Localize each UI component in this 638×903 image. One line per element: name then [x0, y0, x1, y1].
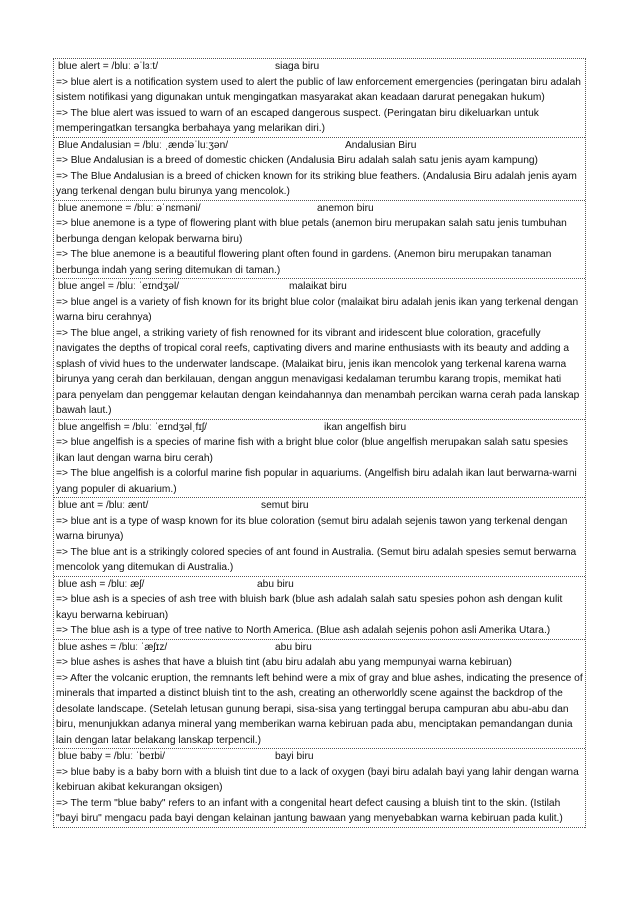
entry-example: => The blue anemone is a beautiful flowering plant often found in gardens. (Anemon biru merupakan tanaman berbunga indah yang sering ditemukan di taman.) — [56, 249, 552, 276]
entry-header — [56, 138, 583, 154]
entry-translation: semut biru — [261, 500, 309, 511]
entry-example: => After the volcanic eruption, the remnants left behind were a mix of gray and blue ashes, indicating the presence of minerals that imparted a distinct bluish tint to the ash, creating an otherworldly scene against the backdrop of the desolate landscape. (Setelah letusan gunung berapi, sisa-sisa yang tertinggal berupa campuran abu abu-abu dan biru, menunjukkan adanya mineral yang memberikan warna kebiruan pada abu, menciptakan pemandangan dunia lain dengan latar belakang lanskap terpencil.) — [56, 672, 583, 746]
dictionary-entry — [54, 279, 585, 420]
entry-translation: malaikat biru — [289, 281, 347, 292]
entry-translation: abu biru — [257, 578, 294, 590]
entry-example: => The blue alert was issued to warn of an escaped dangerous suspect. (Peringatan biru dikeluarkan untuk memperingatkan tersangka berbahaya yang melarikan diri.) — [56, 107, 539, 134]
dictionary-entry — [54, 749, 585, 828]
entry-definition: => blue angel is a variety of fish known for its bright blue color (malaikat biru adalah jenis ikan yang terkenal dengan warna biru cerahnya) — [56, 296, 579, 323]
entry-term: blue angelfish = /bluː ˈeɪndʒəlˌfɪʃ/ — [58, 421, 208, 433]
entry-example: => The blue angel, a striking variety of fish renowned for its vibrant and iridescent blue coloration, gracefully navigates the depths of tropical coral reefs, captivating divers and marine enthusiasts with its beauty and adding a splash of vivid hues to the underwater landscape. (Malaikat biru, jenis ikan mencolok yang terkenal karena warna birunya yang cerah dan berkilauan, dengan anggun menavigasi kedalaman terumbu karang tropis, memikat hati para penyelam dan penggemar kelautan dengan keindahannya dan menambah percikan warna cerah pada lanskap bawah laut.) — [56, 327, 580, 416]
entry-translation: siaga biru — [275, 61, 320, 72]
entry-header — [56, 498, 583, 514]
entry-header — [56, 749, 583, 765]
dictionary-page — [53, 58, 586, 828]
entry-term: blue ant = /bluː ænt/ — [58, 500, 149, 511]
entry-header — [56, 59, 583, 75]
entry-definition: => blue ashes is ashes that have a bluish tint (abu biru adalah abu yang mempunyai warna kebiruan) — [56, 657, 512, 668]
entry-example: => The blue angelfish is a colorful marine fish popular in aquariums. (Angelfish biru adalah ikan laut berwarna-warni yang populer di akuarium.) — [56, 468, 577, 495]
dictionary-entry — [54, 420, 585, 499]
entry-term: blue ash = /bluː æʃ/ — [58, 578, 145, 590]
entry-term: blue anemone = /bluː əˈnɛməni/ — [58, 202, 201, 214]
entry-term: blue alert = /bluː əˈlɜːt/ — [58, 61, 159, 72]
entry-term: blue baby = /bluː ˈbeɪbi/ — [58, 751, 165, 762]
entry-example: => The term "blue baby" refers to an infant with a congenital heart defect causing a bluish tint to the skin. (Istilah "bayi biru" mengacu pada bayi dengan kelainan jantung bawaan yang menyebabkan warna kebiruan pada kulit.) — [56, 797, 563, 824]
dictionary-entry — [54, 201, 585, 280]
entry-header — [56, 420, 583, 436]
entry-translation: ikan angelfish biru — [324, 421, 407, 433]
entry-term: blue angel = /bluː ˈeɪndʒəl/ — [58, 281, 180, 292]
entry-header — [56, 201, 583, 217]
dictionary-entry — [54, 577, 585, 640]
entry-definition: => blue ant is a type of wasp known for its blue coloration (semut biru adalah sejenis tawon yang terkenal dengan warna birunya) — [56, 515, 568, 542]
entry-header — [56, 640, 583, 656]
entry-definition: => blue angelfish is a species of marine fish with a bright blue color (blue angelfish merupakan salah satu spesies ikan laut dengan warna biru cerah) — [56, 437, 568, 464]
entry-definition: => blue baby is a baby born with a bluish tint due to a lack of oxygen (bayi biru adalah bayi yang lahir dengan warna kebiruan akibat kekurangan oksigen) — [56, 766, 579, 793]
entry-example: => The blue ant is a strikingly colored species of ant found in Australia. (Semut biru adalah spesies semut berwarna mencolok yang ditemukan di Australia.) — [56, 546, 577, 573]
entry-definition: => blue anemone is a type of flowering plant with blue petals (anemon biru merupakan salah satu jenis tumbuhan berbunga dengan kelopak berwarna biru) — [56, 218, 567, 245]
entry-translation: Andalusian Biru — [345, 139, 417, 151]
entry-definition: => Blue Andalusian is a breed of domestic chicken (Andalusia Biru adalah salah satu jenis ayam kampung) — [56, 155, 538, 166]
dictionary-entry — [54, 640, 585, 750]
entry-header — [56, 279, 583, 295]
dictionary-entry — [54, 498, 585, 577]
dictionary-entry — [54, 59, 585, 138]
entry-term: blue ashes = /bluː ˈæʃɪz/ — [58, 641, 168, 653]
entry-example: => The Blue Andalusian is a breed of chicken known for its striking blue feathers. (Andalusia Biru adalah jenis ayam yang terkenal dengan bulu birunya yang mencolok.) — [56, 170, 577, 197]
entry-translation: anemon biru — [317, 202, 374, 214]
entry-definition: => blue ash is a species of ash tree with bluish bark (blue ash adalah salah satu spesies pohon ash dengan kulit kayu berwarna kebiruan) — [56, 594, 563, 621]
entry-example: => The blue ash is a type of tree native to North America. (Blue ash adalah sejenis pohon asli Amerika Utara.) — [56, 625, 551, 636]
entry-translation: bayi biru — [275, 751, 314, 762]
entry-definition: => blue alert is a notification system used to alert the public of law enforcement emergencies (peringatan biru adalah sistem notifikasi yang digunakan untuk mengingatkan masyarakat akan keadaan darurat penegakan hukum) — [56, 76, 581, 103]
entry-translation: abu biru — [275, 641, 312, 653]
entry-term: Blue Andalusian = /bluː ˌændəˈluːʒən/ — [58, 139, 229, 151]
dictionary-entry — [54, 138, 585, 201]
entry-header — [56, 577, 583, 593]
